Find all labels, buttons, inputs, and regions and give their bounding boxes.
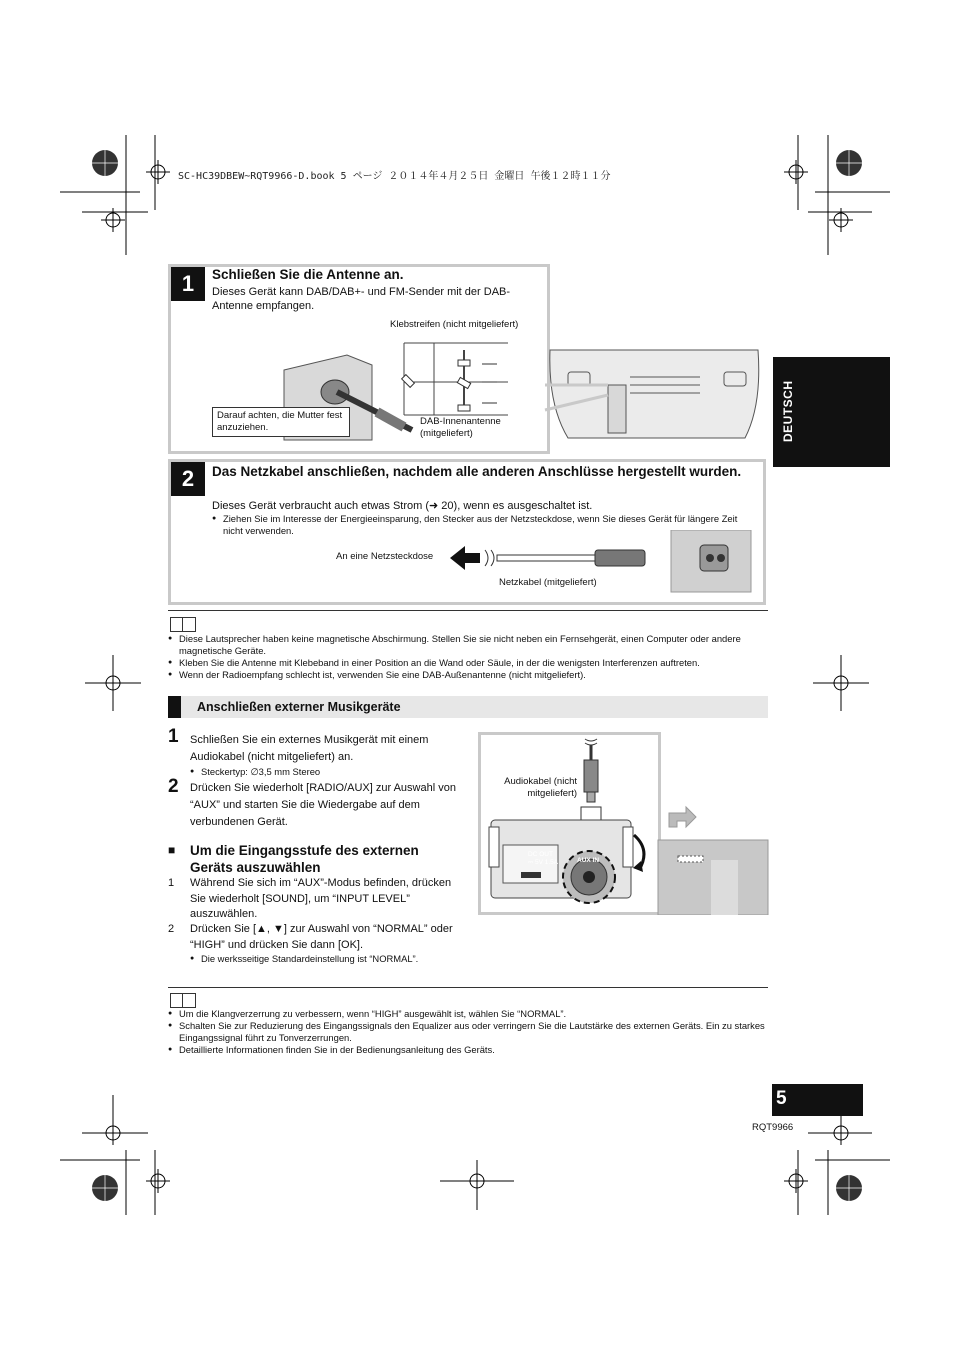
dc-out-spec: ⎓ 5V 1.5A [528, 859, 559, 866]
notes1-list [168, 633, 768, 681]
subsection-marker: ■ [168, 843, 176, 857]
aux-in-label: AUX IN [577, 857, 600, 864]
note2-item: ● Um die Klangverzerrung zu verbessern, wenn “HIGH” ausgewählt ist, wählen Sie “NORMAL”. [168, 1008, 768, 1020]
caption-antenna: DAB-Innenantenne (mitgeliefert) [420, 416, 501, 439]
step2-number: 2 [171, 462, 205, 496]
sub-item2-number: 2 [168, 923, 175, 935]
ext-step2-text: Drücken Sie wiederholt [RADIO/AUX] zur Auswahl von “AUX” und starten Sie die Wiedergabe auf dem verbundenen Gerät. [190, 782, 456, 828]
ext-step1-number: 1 [168, 726, 179, 747]
step1-number: 1 [171, 267, 205, 301]
ext-step1-bullet: ● Steckertyp: ∅3,5 mm Stereo [190, 766, 460, 778]
note1-item: ● Diese Lautsprecher haben keine magnetische Abschirmung. Stellen Sie sie nicht neben ein Fernsehgerät, einen Computer oder andere magnetische Geräte. [168, 633, 768, 657]
file-header: SC-HC39DBEW~RQT9966-D.book 5 ページ ２０１４年４月２５日 金曜日 午後１２時１１分 [178, 171, 611, 182]
sub-item1-text: Während Sie sich im “AUX”-Modus befinden, drücken Sie wiederholt [SOUND], um “INPUT LEVEL” auszuwählen. [190, 877, 452, 920]
note1-item: ● Kleben Sie die Antenne mit Klebeband in einer Position an die Wand oder Säule, in der die wenigsten Interferenzen auftreten. [168, 657, 768, 669]
ext-step1-text: Schließen Sie ein externes Musikgerät mit einem Audiokabel (nicht mitgeliefert) an. [190, 734, 429, 763]
sub-item2-bullet-list [190, 953, 460, 965]
notes2-list [168, 1008, 768, 1056]
section-title: Anschließen externer Musikgeräte [197, 700, 401, 714]
section-header [168, 696, 768, 718]
note1-item: ● Wenn der Radioempfang schlecht ist, verwenden Sie eine DAB-Außenantenne (nicht mitgeliefert). [168, 669, 768, 681]
note2-item: ● Detaillierte Informationen finden Sie in der Bedienungsanleitung des Geräts. [168, 1044, 768, 1056]
step2-bullet: ● Ziehen Sie im Interesse der Energieeinsparung, den Stecker aus der Netzsteckdose, wenn Sie dieses Gerät für längere Zeit nicht verwenden. [212, 513, 747, 537]
sub-item1-number: 1 [168, 877, 175, 889]
step2-title: Das Netzkabel anschließen, nachdem alle anderen Anschlüsse hergestellt wurden. [212, 464, 742, 479]
book-icon [170, 993, 196, 1008]
note2-item: ● Schalten Sie zur Reduzierung des Eingangssignals den Equalizer aus oder verringern Sie die Lautstärke des externen Geräts. Ein zu starkes Eingangssignal führt zu Tonverzerrungen. [168, 1020, 768, 1044]
step1-text: Dieses Gerät kann DAB/DAB+- und FM-Sender mit der DAB-Antenne empfangen. [212, 286, 511, 312]
step1-title: Schließen Sie die Antenne an. [212, 267, 404, 282]
book-icon [170, 617, 196, 632]
caption-tape: Klebstreifen (nicht mitgeliefert) [390, 319, 519, 330]
caption-outlet: An eine Netzsteckdose [336, 551, 434, 562]
sub-item2-bullet: ● Die werksseitige Standardeinstellung ist “NORMAL”. [190, 953, 460, 965]
aux-connection-illustration [481, 735, 771, 915]
page-number: 5 [776, 1088, 787, 1109]
sub-item2-text: Drücken Sie [▲, ▼] zur Auswahl von “NORMAL” oder “HIGH” und drücken Sie dann [OK]. [190, 923, 453, 951]
caption-audio-cable: Audiokabel (nicht mitgeliefert) [504, 776, 577, 799]
unit-back-illustration [540, 345, 768, 445]
notes1-rule [168, 610, 768, 611]
ext-step2-number: 2 [168, 776, 179, 797]
language-tab [773, 357, 890, 467]
subsection-title: Um die Eingangsstufe des externen Geräts auszuwählen [190, 843, 419, 875]
caption-nut: Darauf achten, die Mutter fest anzuziehen. [212, 407, 350, 437]
dc-out-label: DC OUT [528, 851, 553, 858]
step2-text: Dieses Gerät verbraucht auch etwas Strom (➜ 20), wenn es ausgeschaltet ist. [212, 500, 593, 512]
page-number-tab [772, 1084, 863, 1116]
caption-power-cable: Netzkabel (mitgeliefert) [499, 577, 597, 588]
language-tab-label: DEUTSCH [781, 380, 795, 442]
notes2-rule [168, 987, 768, 988]
power-cable-illustration [445, 530, 753, 594]
ext-step1-bullet-list [190, 766, 460, 778]
section-marker [168, 696, 181, 718]
model-code: RQT9966 [752, 1122, 794, 1133]
